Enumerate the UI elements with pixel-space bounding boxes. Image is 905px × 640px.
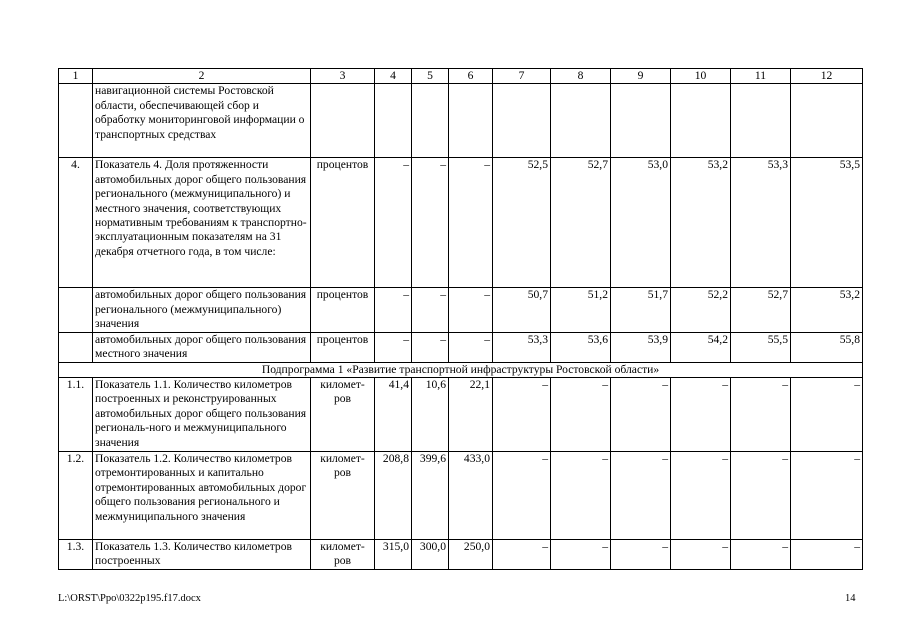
value-cell: – [375,158,412,288]
header-cell: 8 [551,69,611,84]
value-cell: 52,5 [493,158,551,288]
subprogram-row [59,362,863,377]
value-cell: 300,0 [412,540,449,570]
value-cell: 53,9 [611,332,671,362]
unit-cell: процентов [311,158,375,288]
header-cell: 3 [311,69,375,84]
unit-cell: километ-ров [311,378,375,452]
value-cell: 53,0 [611,158,671,288]
table-row [59,452,863,540]
table-row [59,84,863,158]
table-row [59,378,863,452]
value-cell: 52,7 [731,288,791,332]
table-row [59,332,863,362]
row-number [59,332,93,362]
value-cell: – [671,540,731,570]
value-cell: – [611,378,671,452]
value-cell: – [412,158,449,288]
file-path: L:\ORST\Ppo\0322p195.f17.docx [58,593,201,604]
value-cell: 52,2 [671,288,731,332]
value-cell: – [493,378,551,452]
value-cell: 433,0 [449,452,493,540]
value-cell: – [412,332,449,362]
value-cell: 50,7 [493,288,551,332]
unit-cell: процентов [311,288,375,332]
value-cell: – [375,332,412,362]
header-cell: 4 [375,69,412,84]
value-cell [493,84,551,158]
header-cell: 2 [93,69,311,84]
value-cell: 55,8 [791,332,863,362]
value-cell: – [375,288,412,332]
value-cell: 53,6 [551,332,611,362]
table-row [59,540,863,570]
value-cell: – [493,452,551,540]
value-cell: 53,2 [671,158,731,288]
value-cell: 53,2 [791,288,863,332]
value-cell: 55,5 [731,332,791,362]
unit-cell: процентов [311,332,375,362]
row-number [59,288,93,332]
indicator-name: Показатель 1.3. Количество километров построенных [93,540,311,570]
row-number: 4. [59,158,93,288]
value-cell: – [791,378,863,452]
indicators-table [58,68,863,570]
table-body [59,69,863,570]
value-cell: – [412,288,449,332]
value-cell [791,84,863,158]
header-cell: 12 [791,69,863,84]
unit-cell: километ-ров [311,452,375,540]
value-cell: – [791,452,863,540]
value-cell: 52,7 [551,158,611,288]
value-cell: 41,4 [375,378,412,452]
value-cell [671,84,731,158]
row-number: 1.1. [59,378,93,452]
value-cell: – [611,452,671,540]
indicator-name: Показатель 1.1. Количество километров построенных и реконструированных автомобильных дорог общего пользования региональ-ного и межмуниципального значения [93,378,311,452]
value-cell: 53,5 [791,158,863,288]
value-cell [412,84,449,158]
table-row [59,288,863,332]
value-cell: 315,0 [375,540,412,570]
value-cell: – [551,452,611,540]
value-cell [551,84,611,158]
value-cell [375,84,412,158]
header-cell: 7 [493,69,551,84]
value-cell: 51,2 [551,288,611,332]
value-cell: – [551,378,611,452]
indicator-name: Показатель 1.2. Количество километров отремонтированных и капитально отремонтированных автомобильных дорог общего пользования регионального и межмуниципального значения [93,452,311,540]
value-cell: – [731,378,791,452]
value-cell: – [449,332,493,362]
header-cell: 10 [671,69,731,84]
subprogram-title: Подпрограмма 1 «Развитие транспортной инфраструктуры Ростовской области» [59,362,863,377]
value-cell: – [493,540,551,570]
value-cell: 54,2 [671,332,731,362]
header-cell: 9 [611,69,671,84]
indicator-name: автомобильных дорог общего пользования местного значения [93,332,311,362]
value-cell: 53,3 [493,332,551,362]
header-row [59,69,863,84]
value-cell [731,84,791,158]
row-number: 1.2. [59,452,93,540]
value-cell: – [731,540,791,570]
value-cell: 399,6 [412,452,449,540]
indicator-name: Показатель 4. Доля протяженности автомобильных дорог общего пользования регионального (межмуниципального) и местного значения, соответствующих нормативным требованиям к транспортно-эксплуатационным показателям на 31 декабря отчетного года, в том числе: [93,158,311,288]
header-cell: 11 [731,69,791,84]
value-cell: – [731,452,791,540]
value-cell: – [449,288,493,332]
value-cell: 208,8 [375,452,412,540]
value-cell: – [671,452,731,540]
value-cell: 53,3 [731,158,791,288]
value-cell: – [671,378,731,452]
value-cell: 22,1 [449,378,493,452]
value-cell: – [611,540,671,570]
indicator-name: навигационной системы Ростовской области, обеспечивающей сбор и обработку мониторинговой информации о транспортных средствах [93,84,311,158]
header-cell: 6 [449,69,493,84]
indicator-name: автомобильных дорог общего пользования регионального (межмуниципального) значения [93,288,311,332]
value-cell: 250,0 [449,540,493,570]
value-cell [611,84,671,158]
value-cell: 10,6 [412,378,449,452]
row-number [59,84,93,158]
value-cell: 51,7 [611,288,671,332]
unit-cell: километ-ров [311,540,375,570]
table-row [59,158,863,288]
unit-cell [311,84,375,158]
header-cell: 1 [59,69,93,84]
value-cell: – [791,540,863,570]
page-number: 14 [845,593,856,604]
value-cell: – [551,540,611,570]
row-number: 1.3. [59,540,93,570]
value-cell [449,84,493,158]
header-cell: 5 [412,69,449,84]
value-cell: – [449,158,493,288]
